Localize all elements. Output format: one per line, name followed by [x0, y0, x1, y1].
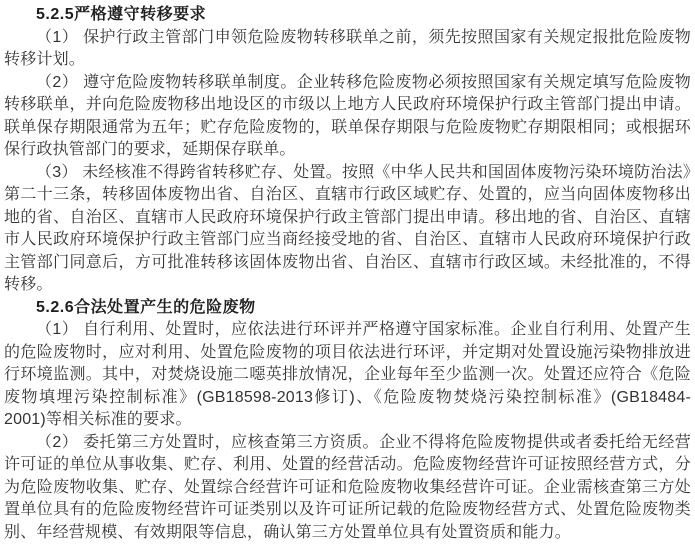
section-heading-5-2-6: 5.2.6合法处置产生的危险废物 — [4, 297, 691, 320]
paragraph-manifest-system: （2） 遵守危险废物转移联单制度。企业转移危险废物必须按照国家有关规定填写危险废物转移联单，并向危险废物移出地设区的市级以上地方人民政府环境保护行政主管部门提出申请。联单保存期限通常为五年；贮存危险废物的，联单保存期限与危险废物贮存期限相同；或根据环保行政执管部门的要求，延期保存联单。 — [4, 72, 691, 162]
section-heading-5-2-5: 5.2.5严格遵守转移要求 — [4, 4, 691, 27]
paragraph-third-party-disposal: （2） 委托第三方处置时，应核查第三方资质。企业不得将危险废物提供或者委托给无经营许可证的单位从事收集、贮存、利用、处置的经营活动。危险废物经营许可证按照经营方式，分为危险废物收集、贮存、处置综合经营许可证和危险废物收集经营许可证。企业需核查第三方处置单位具有的危险废物经营许可证类别以及许可证所记载的危险废物经营方式、处置危险废物类别、年经营规模、有效期限等信息，确认第三方处置单位具有处置资质和能力。 — [4, 432, 691, 544]
paragraph-transfer-plan: （1） 保护行政主管部门申领危险废物转移联单之前，须先按照国家有关规定报批危险废物转移计划。 — [4, 27, 691, 72]
paragraph-cross-province-transfer: （3） 未经核准不得跨省转移贮存、处置。按照《中华人民共和国固体废物污染环境防治法》第二十三条，转移固体废物出省、自治区、直辖市行政区域贮存、处置的，应当向固体废物移出地的省、自治区、直辖市人民政府环境保护行政主管部门提出申请。移出地的省、自治区、直辖市人民政府环境保护行政主管部门应当商经接受地的省、自治区、直辖市人民政府环境保护行政主管部门同意后，方可批准转移该固体废物出省、自治区、直辖市行政区域。未经批准的，不得转移。 — [4, 162, 691, 297]
paragraph-self-disposal: （1） 自行利用、处置时，应依法进行环评并严格遵守国家标准。企业自行利用、处置产生的危险废物时，应对利用、处置危险废物的项目依法进行环评，并定期对处置设施污染物排放进行环境监测。其中，对焚烧设施二噁英排放情况，企业每年至少监测一次。处置还应符合《危险废物填埋污染控制标准》(GB18598-2013修订)、《危险废物焚烧污染控制标准》(GB18484-2001)等相关标准的要求。 — [4, 319, 691, 432]
